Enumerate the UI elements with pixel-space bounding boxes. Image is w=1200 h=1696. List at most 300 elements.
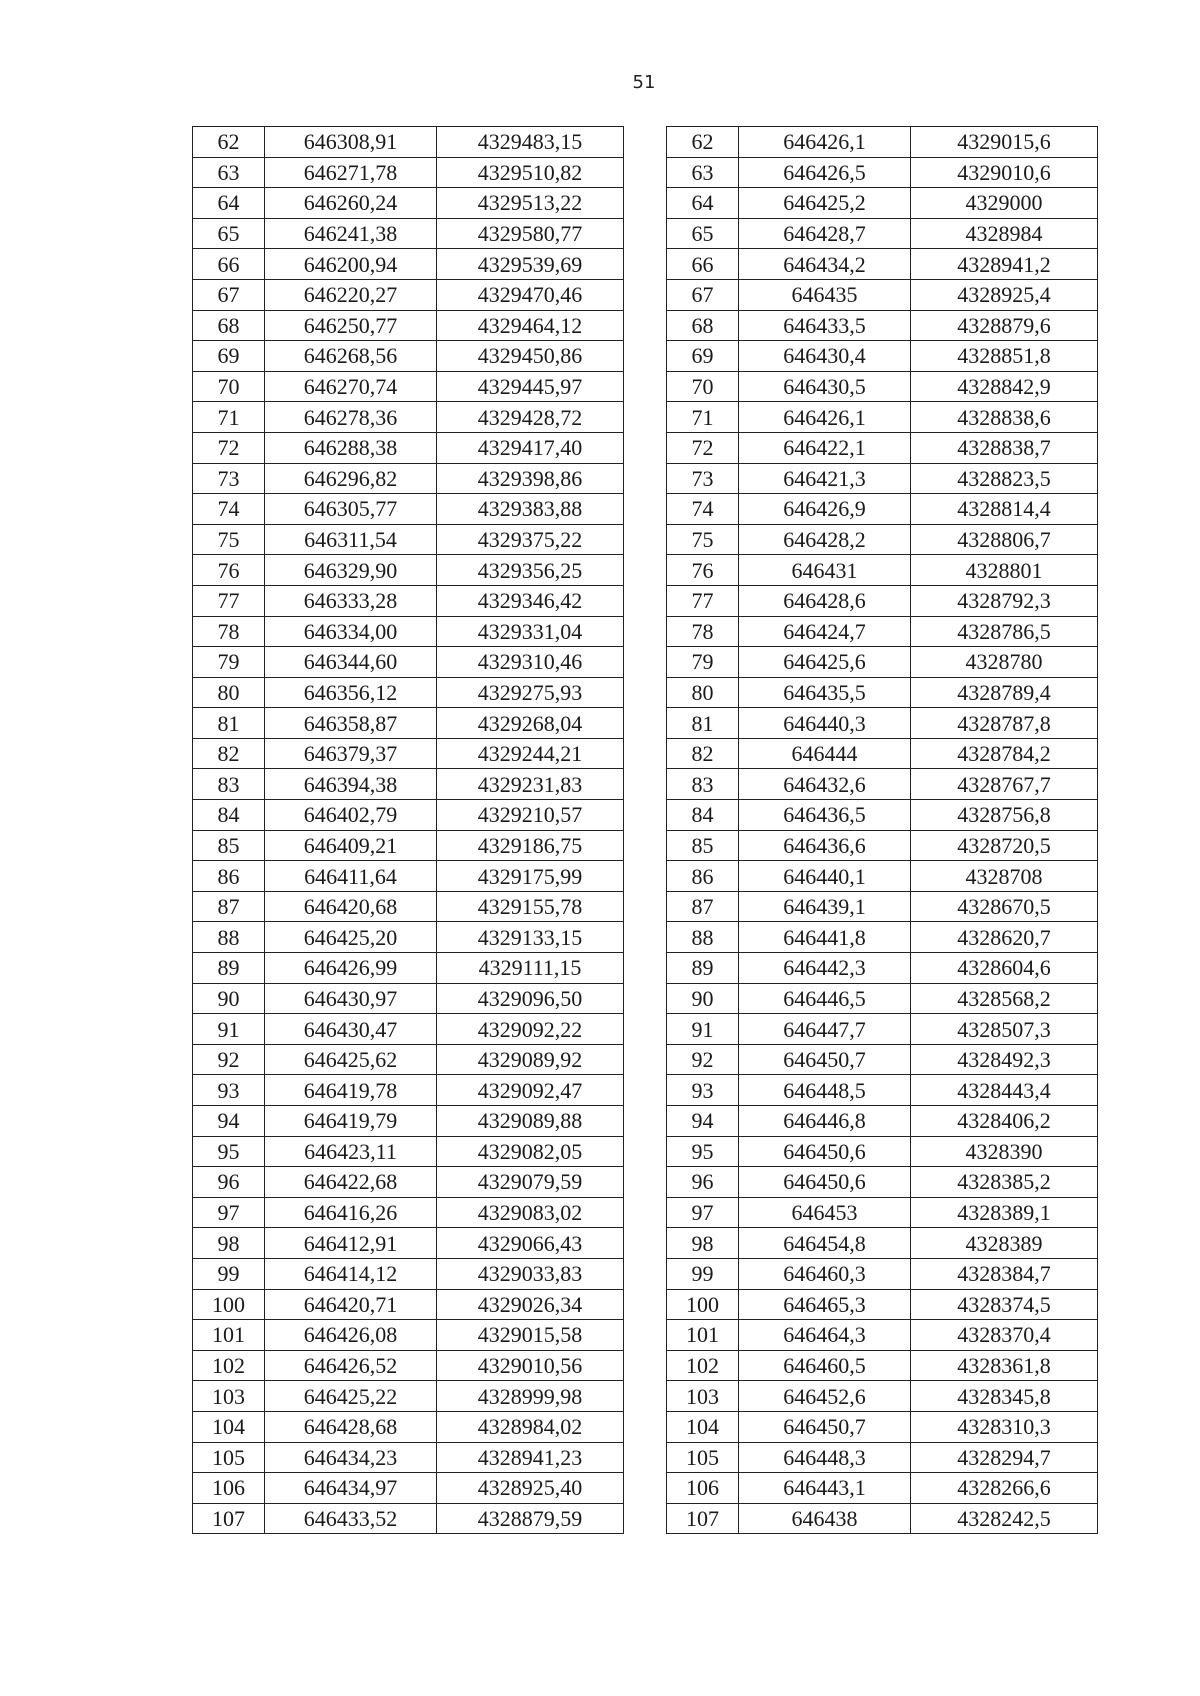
coordinates-table-left-body [193,127,624,1534]
x-coordinate-cell: 646446,5 [739,983,911,1014]
point-number-cell: 101 [193,1320,265,1351]
x-coordinate-cell: 646460,3 [739,1258,911,1289]
x-coordinate-cell: 646464,3 [739,1320,911,1351]
point-number-cell: 65 [193,218,265,249]
table-row [193,1014,624,1045]
y-coordinate-cell: 4328604,6 [911,953,1098,984]
point-number-cell: 81 [193,708,265,739]
point-number-cell: 77 [193,585,265,616]
table-row [193,279,624,310]
x-coordinate-cell: 646416,26 [265,1197,437,1228]
y-coordinate-cell: 4328925,4 [911,279,1098,310]
y-coordinate-cell: 4329082,05 [437,1136,624,1167]
table-row [667,1075,1098,1106]
x-coordinate-cell: 646308,91 [265,127,437,158]
x-coordinate-cell: 646425,20 [265,922,437,953]
table-row [667,738,1098,769]
point-number-cell: 88 [667,922,739,953]
point-number-cell: 99 [193,1258,265,1289]
table-row [193,1442,624,1473]
x-coordinate-cell: 646250,77 [265,310,437,341]
x-coordinate-cell: 646305,77 [265,494,437,525]
table-row [667,1411,1098,1442]
table-row [193,1381,624,1412]
y-coordinate-cell: 4328670,5 [911,891,1098,922]
point-number-cell: 94 [667,1106,739,1137]
y-coordinate-cell: 4328266,6 [911,1473,1098,1504]
x-coordinate-cell: 646426,52 [265,1350,437,1381]
table-row [667,127,1098,158]
point-number-cell: 91 [193,1014,265,1045]
point-number-cell: 104 [193,1411,265,1442]
point-number-cell: 71 [667,402,739,433]
table-row [193,983,624,1014]
point-number-cell: 85 [193,830,265,861]
table-row [193,463,624,494]
table-row [193,953,624,984]
table-row [193,341,624,372]
y-coordinate-cell: 4329356,25 [437,555,624,586]
table-row [193,1044,624,1075]
x-coordinate-cell: 646425,2 [739,188,911,219]
point-number-cell: 68 [193,310,265,341]
table-row [193,310,624,341]
point-number-cell: 62 [667,127,739,158]
point-number-cell: 91 [667,1014,739,1045]
table-row [667,800,1098,831]
y-coordinate-cell: 4329015,58 [437,1320,624,1351]
x-coordinate-cell: 646424,7 [739,616,911,647]
point-number-cell: 103 [667,1381,739,1412]
y-coordinate-cell: 4328842,9 [911,371,1098,402]
y-coordinate-cell: 4329033,83 [437,1258,624,1289]
table-row [667,1106,1098,1137]
y-coordinate-cell: 4328443,4 [911,1075,1098,1106]
table-row [193,249,624,280]
y-coordinate-cell: 4328838,7 [911,432,1098,463]
x-coordinate-cell: 646271,78 [265,157,437,188]
point-number-cell: 71 [193,402,265,433]
y-coordinate-cell: 4329244,21 [437,738,624,769]
x-coordinate-cell: 646446,8 [739,1106,911,1137]
x-coordinate-cell: 646438 [739,1503,911,1534]
table-row [193,1167,624,1198]
x-coordinate-cell: 646444 [739,738,911,769]
x-coordinate-cell: 646288,38 [265,432,437,463]
y-coordinate-cell: 4329010,6 [911,157,1098,188]
x-coordinate-cell: 646358,87 [265,708,437,739]
point-number-cell: 107 [667,1503,739,1534]
x-coordinate-cell: 646394,38 [265,769,437,800]
table-row [193,677,624,708]
y-coordinate-cell: 4328789,4 [911,677,1098,708]
x-coordinate-cell: 646454,8 [739,1228,911,1259]
point-number-cell: 102 [193,1350,265,1381]
x-coordinate-cell: 646430,47 [265,1014,437,1045]
y-coordinate-cell: 4329111,15 [437,953,624,984]
point-number-cell: 103 [193,1381,265,1412]
x-coordinate-cell: 646422,1 [739,432,911,463]
y-coordinate-cell: 4328879,59 [437,1503,624,1534]
y-coordinate-cell: 4328310,3 [911,1411,1098,1442]
x-coordinate-cell: 646433,5 [739,310,911,341]
x-coordinate-cell: 646434,97 [265,1473,437,1504]
y-coordinate-cell: 4329231,83 [437,769,624,800]
point-number-cell: 65 [667,218,739,249]
table-row [193,371,624,402]
x-coordinate-cell: 646460,5 [739,1350,911,1381]
y-coordinate-cell: 4328756,8 [911,800,1098,831]
table-row [193,1258,624,1289]
y-coordinate-cell: 4328879,6 [911,310,1098,341]
point-number-cell: 106 [193,1473,265,1504]
y-coordinate-cell: 4329089,92 [437,1044,624,1075]
point-number-cell: 84 [667,800,739,831]
y-coordinate-cell: 4329383,88 [437,494,624,525]
y-coordinate-cell: 4328708 [911,861,1098,892]
y-coordinate-cell: 4328568,2 [911,983,1098,1014]
table-row [667,677,1098,708]
point-number-cell: 90 [193,983,265,1014]
y-coordinate-cell: 4328784,2 [911,738,1098,769]
table-row [667,432,1098,463]
point-number-cell: 72 [667,432,739,463]
coordinates-table-right-body [667,127,1098,1534]
table-row [667,1350,1098,1381]
table-row [667,953,1098,984]
y-coordinate-cell: 4329275,93 [437,677,624,708]
y-coordinate-cell: 4329464,12 [437,310,624,341]
y-coordinate-cell: 4329010,56 [437,1350,624,1381]
point-number-cell: 100 [667,1289,739,1320]
x-coordinate-cell: 646379,37 [265,738,437,769]
y-coordinate-cell: 4328406,2 [911,1106,1098,1137]
y-coordinate-cell: 4329066,43 [437,1228,624,1259]
x-coordinate-cell: 646329,90 [265,555,437,586]
point-number-cell: 80 [667,677,739,708]
point-number-cell: 90 [667,983,739,1014]
table-row [193,1228,624,1259]
y-coordinate-cell: 4329083,02 [437,1197,624,1228]
table-row [193,555,624,586]
table-row [193,1503,624,1534]
y-coordinate-cell: 4328999,98 [437,1381,624,1412]
table-row [667,341,1098,372]
y-coordinate-cell: 4329079,59 [437,1167,624,1198]
table-row [193,157,624,188]
table-row [667,218,1098,249]
point-number-cell: 73 [193,463,265,494]
table-row [193,861,624,892]
y-coordinate-cell: 4328370,4 [911,1320,1098,1351]
y-coordinate-cell: 4329375,22 [437,524,624,555]
y-coordinate-cell: 4328385,2 [911,1167,1098,1198]
x-coordinate-cell: 646434,2 [739,249,911,280]
table-row [667,830,1098,861]
x-coordinate-cell: 646428,2 [739,524,911,555]
table-row [193,647,624,678]
y-coordinate-cell: 4328507,3 [911,1014,1098,1045]
x-coordinate-cell: 646425,22 [265,1381,437,1412]
x-coordinate-cell: 646412,91 [265,1228,437,1259]
x-coordinate-cell: 646260,24 [265,188,437,219]
point-number-cell: 84 [193,800,265,831]
point-number-cell: 89 [193,953,265,984]
y-coordinate-cell: 4328787,8 [911,708,1098,739]
table-row [667,647,1098,678]
y-coordinate-cell: 4328374,5 [911,1289,1098,1320]
x-coordinate-cell: 646411,64 [265,861,437,892]
point-number-cell: 86 [667,861,739,892]
table-row [667,157,1098,188]
table-row [667,494,1098,525]
y-coordinate-cell: 4329092,22 [437,1014,624,1045]
table-row [667,616,1098,647]
table-row [667,402,1098,433]
x-coordinate-cell: 646356,12 [265,677,437,708]
y-coordinate-cell: 4329398,86 [437,463,624,494]
x-coordinate-cell: 646428,6 [739,585,911,616]
point-number-cell: 67 [667,279,739,310]
table-row [193,1075,624,1106]
point-number-cell: 83 [193,769,265,800]
point-number-cell: 82 [193,738,265,769]
y-coordinate-cell: 4328780 [911,647,1098,678]
point-number-cell: 104 [667,1411,739,1442]
table-row [193,494,624,525]
y-coordinate-cell: 4329445,97 [437,371,624,402]
table-row [193,922,624,953]
point-number-cell: 94 [193,1106,265,1137]
y-coordinate-cell: 4329186,75 [437,830,624,861]
point-number-cell: 85 [667,830,739,861]
y-coordinate-cell: 4328792,3 [911,585,1098,616]
point-number-cell: 89 [667,953,739,984]
coordinates-table-left [192,126,624,1534]
table-row [667,922,1098,953]
point-number-cell: 87 [193,891,265,922]
point-number-cell: 68 [667,310,739,341]
x-coordinate-cell: 646428,7 [739,218,911,249]
table-row [667,249,1098,280]
x-coordinate-cell: 646439,1 [739,891,911,922]
point-number-cell: 72 [193,432,265,463]
x-coordinate-cell: 646344,60 [265,647,437,678]
point-number-cell: 93 [667,1075,739,1106]
y-coordinate-cell: 4329268,04 [437,708,624,739]
y-coordinate-cell: 4329346,42 [437,585,624,616]
x-coordinate-cell: 646333,28 [265,585,437,616]
x-coordinate-cell: 646241,38 [265,218,437,249]
point-number-cell: 70 [193,371,265,402]
x-coordinate-cell: 646448,3 [739,1442,911,1473]
y-coordinate-cell: 4328806,7 [911,524,1098,555]
y-coordinate-cell: 4328814,4 [911,494,1098,525]
table-row [667,1473,1098,1504]
point-number-cell: 73 [667,463,739,494]
point-number-cell: 78 [193,616,265,647]
y-coordinate-cell: 4328823,5 [911,463,1098,494]
x-coordinate-cell: 646426,5 [739,157,911,188]
y-coordinate-cell: 4328345,8 [911,1381,1098,1412]
y-coordinate-cell: 4329155,78 [437,891,624,922]
x-coordinate-cell: 646419,78 [265,1075,437,1106]
y-coordinate-cell: 4329513,22 [437,188,624,219]
x-coordinate-cell: 646426,99 [265,953,437,984]
point-number-cell: 69 [193,341,265,372]
table-row [193,891,624,922]
y-coordinate-cell: 4329428,72 [437,402,624,433]
point-number-cell: 66 [667,249,739,280]
y-coordinate-cell: 4328984,02 [437,1411,624,1442]
point-number-cell: 106 [667,1473,739,1504]
point-number-cell: 64 [193,188,265,219]
x-coordinate-cell: 646433,52 [265,1503,437,1534]
x-coordinate-cell: 646447,7 [739,1014,911,1045]
table-row [193,1411,624,1442]
x-coordinate-cell: 646425,6 [739,647,911,678]
table-row [193,769,624,800]
point-number-cell: 92 [667,1044,739,1075]
point-number-cell: 100 [193,1289,265,1320]
point-number-cell: 62 [193,127,265,158]
table-row [193,1106,624,1137]
table-row [667,555,1098,586]
table-row [667,1442,1098,1473]
y-coordinate-cell: 4329310,46 [437,647,624,678]
x-coordinate-cell: 646452,6 [739,1381,911,1412]
x-coordinate-cell: 646435 [739,279,911,310]
point-number-cell: 97 [667,1197,739,1228]
point-number-cell: 88 [193,922,265,953]
y-coordinate-cell: 4328389,1 [911,1197,1098,1228]
x-coordinate-cell: 646200,94 [265,249,437,280]
y-coordinate-cell: 4329539,69 [437,249,624,280]
point-number-cell: 101 [667,1320,739,1351]
y-coordinate-cell: 4329096,50 [437,983,624,1014]
point-number-cell: 67 [193,279,265,310]
x-coordinate-cell: 646425,62 [265,1044,437,1075]
coordinates-table-right [666,126,1098,1534]
point-number-cell: 96 [193,1167,265,1198]
point-number-cell: 105 [667,1442,739,1473]
x-coordinate-cell: 646465,3 [739,1289,911,1320]
x-coordinate-cell: 646270,74 [265,371,437,402]
point-number-cell: 86 [193,861,265,892]
table-row [667,861,1098,892]
point-number-cell: 98 [193,1228,265,1259]
x-coordinate-cell: 646432,6 [739,769,911,800]
table-row [193,188,624,219]
y-coordinate-cell: 4328294,7 [911,1442,1098,1473]
table-row [667,983,1098,1014]
table-row [193,708,624,739]
point-number-cell: 77 [667,585,739,616]
x-coordinate-cell: 646443,1 [739,1473,911,1504]
point-number-cell: 74 [193,494,265,525]
table-row [193,1136,624,1167]
point-number-cell: 74 [667,494,739,525]
y-coordinate-cell: 4328720,5 [911,830,1098,861]
x-coordinate-cell: 646421,3 [739,463,911,494]
x-coordinate-cell: 646422,68 [265,1167,437,1198]
point-number-cell: 83 [667,769,739,800]
y-coordinate-cell: 4328767,7 [911,769,1098,800]
point-number-cell: 99 [667,1258,739,1289]
table-row [667,1228,1098,1259]
y-coordinate-cell: 4329450,86 [437,341,624,372]
point-number-cell: 79 [193,647,265,678]
point-number-cell: 98 [667,1228,739,1259]
table-row [193,1473,624,1504]
y-coordinate-cell: 4328361,8 [911,1350,1098,1381]
y-coordinate-cell: 4328801 [911,555,1098,586]
y-coordinate-cell: 4329175,99 [437,861,624,892]
y-coordinate-cell: 4328941,2 [911,249,1098,280]
table-row [667,1197,1098,1228]
x-coordinate-cell: 646423,11 [265,1136,437,1167]
x-coordinate-cell: 646402,79 [265,800,437,831]
x-coordinate-cell: 646441,8 [739,922,911,953]
table-row [667,1503,1098,1534]
x-coordinate-cell: 646430,4 [739,341,911,372]
y-coordinate-cell: 4328389 [911,1228,1098,1259]
y-coordinate-cell: 4328384,7 [911,1258,1098,1289]
x-coordinate-cell: 646434,23 [265,1442,437,1473]
point-number-cell: 75 [667,524,739,555]
point-number-cell: 87 [667,891,739,922]
table-row [193,800,624,831]
x-coordinate-cell: 646440,1 [739,861,911,892]
y-coordinate-cell: 4328390 [911,1136,1098,1167]
point-number-cell: 95 [667,1136,739,1167]
point-number-cell: 70 [667,371,739,402]
x-coordinate-cell: 646419,79 [265,1106,437,1137]
y-coordinate-cell: 4328851,8 [911,341,1098,372]
point-number-cell: 107 [193,1503,265,1534]
table-row [667,1381,1098,1412]
x-coordinate-cell: 646431 [739,555,911,586]
x-coordinate-cell: 646296,82 [265,463,437,494]
table-row [667,188,1098,219]
y-coordinate-cell: 4328984 [911,218,1098,249]
table-row [667,279,1098,310]
table-row [193,402,624,433]
x-coordinate-cell: 646414,12 [265,1258,437,1289]
y-coordinate-cell: 4329483,15 [437,127,624,158]
x-coordinate-cell: 646428,68 [265,1411,437,1442]
point-number-cell: 63 [667,157,739,188]
page-number: 51 [632,72,656,93]
point-number-cell: 66 [193,249,265,280]
table-row [193,1289,624,1320]
y-coordinate-cell: 4329026,34 [437,1289,624,1320]
table-row [667,1014,1098,1045]
y-coordinate-cell: 4329015,6 [911,127,1098,158]
table-row [667,1320,1098,1351]
x-coordinate-cell: 646420,71 [265,1289,437,1320]
point-number-cell: 80 [193,677,265,708]
x-coordinate-cell: 646409,21 [265,830,437,861]
point-number-cell: 79 [667,647,739,678]
y-coordinate-cell: 4329210,57 [437,800,624,831]
y-coordinate-cell: 4328620,7 [911,922,1098,953]
x-coordinate-cell: 646450,7 [739,1044,911,1075]
point-number-cell: 95 [193,1136,265,1167]
point-number-cell: 92 [193,1044,265,1075]
x-coordinate-cell: 646268,56 [265,341,437,372]
point-number-cell: 97 [193,1197,265,1228]
